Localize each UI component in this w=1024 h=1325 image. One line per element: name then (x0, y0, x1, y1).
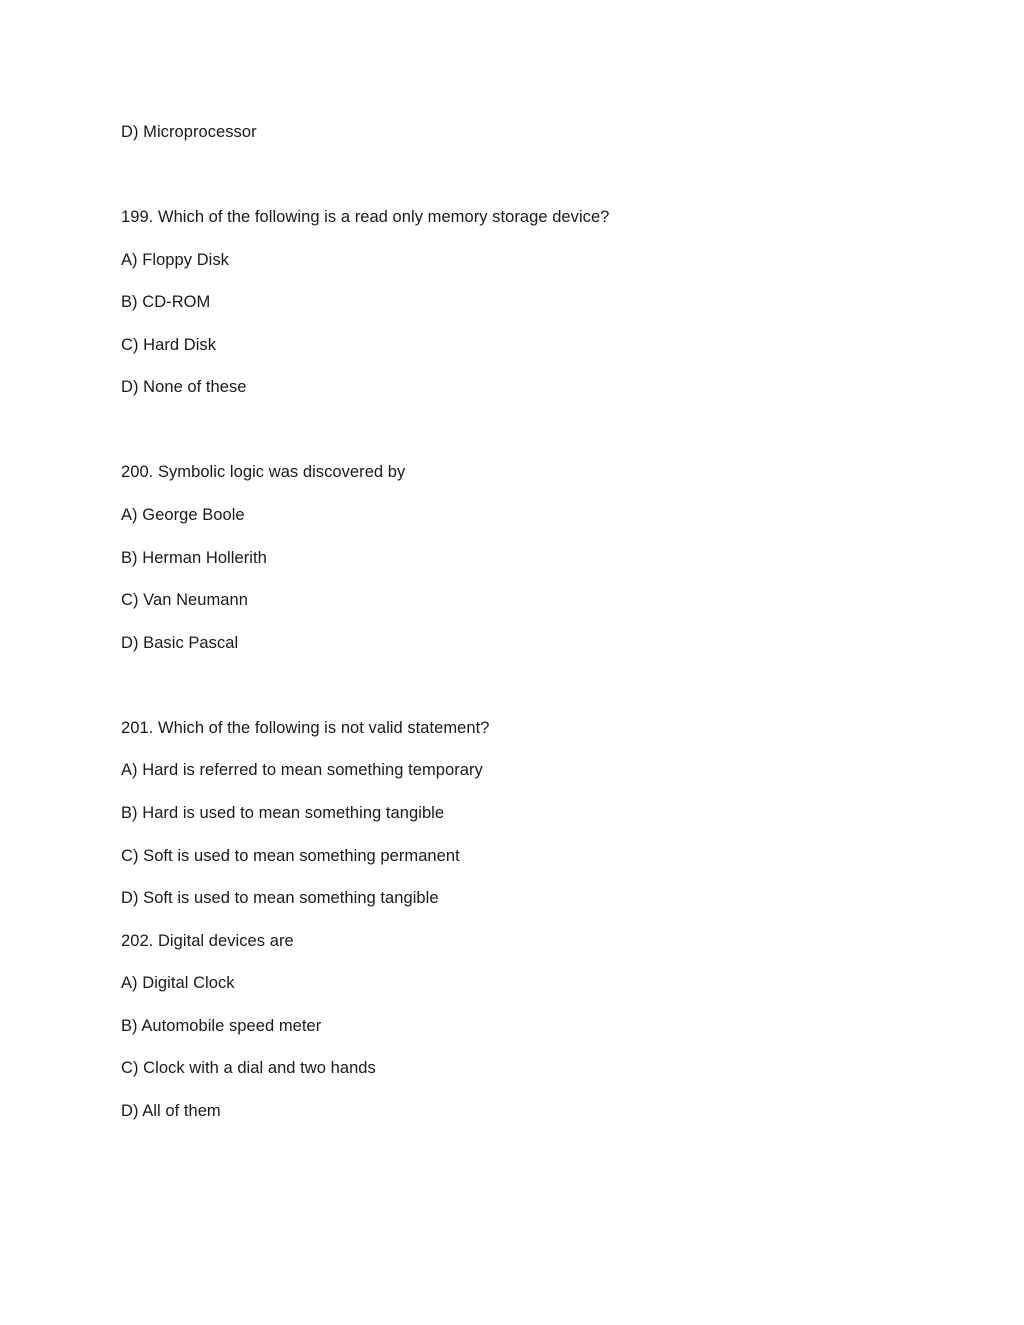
question-199-option-a: A) Floppy Disk (121, 251, 229, 269)
question-199-option-b: B) CD-ROM (121, 293, 211, 311)
question-202-text: 202. Digital devices are (121, 932, 294, 950)
question-199-text: 199. Which of the following is a read only memory storage device? (121, 208, 610, 226)
question-199-option-d: D) None of these (121, 378, 247, 396)
question-202-option-b: B) Automobile speed meter (121, 1017, 322, 1035)
question-202-option-d: D) All of them (121, 1102, 221, 1120)
question-200-text: 200. Symbolic logic was discovered by (121, 463, 406, 481)
question-199-option-c: C) Hard Disk (121, 336, 217, 354)
question-201-option-c: C) Soft is used to mean something permanent (121, 847, 460, 865)
question-200-option-d: D) Basic Pascal (121, 634, 239, 652)
question-201-option-d: D) Soft is used to mean something tangible (121, 889, 439, 907)
question-200-option-a: A) George Boole (121, 506, 245, 524)
carryover-option: D) Microprocessor (121, 123, 257, 141)
question-200-option-c: C) Van Neumann (121, 591, 248, 609)
question-202-option-a: A) Digital Clock (121, 974, 235, 992)
question-200-option-b: B) Herman Hollerith (121, 549, 267, 567)
question-201-option-b: B) Hard is used to mean something tangible (121, 804, 445, 822)
question-201-option-a: A) Hard is referred to mean something temporary (121, 761, 483, 779)
question-202-option-c: C) Clock with a dial and two hands (121, 1059, 376, 1077)
question-201-text: 201. Which of the following is not valid statement? (121, 719, 490, 737)
